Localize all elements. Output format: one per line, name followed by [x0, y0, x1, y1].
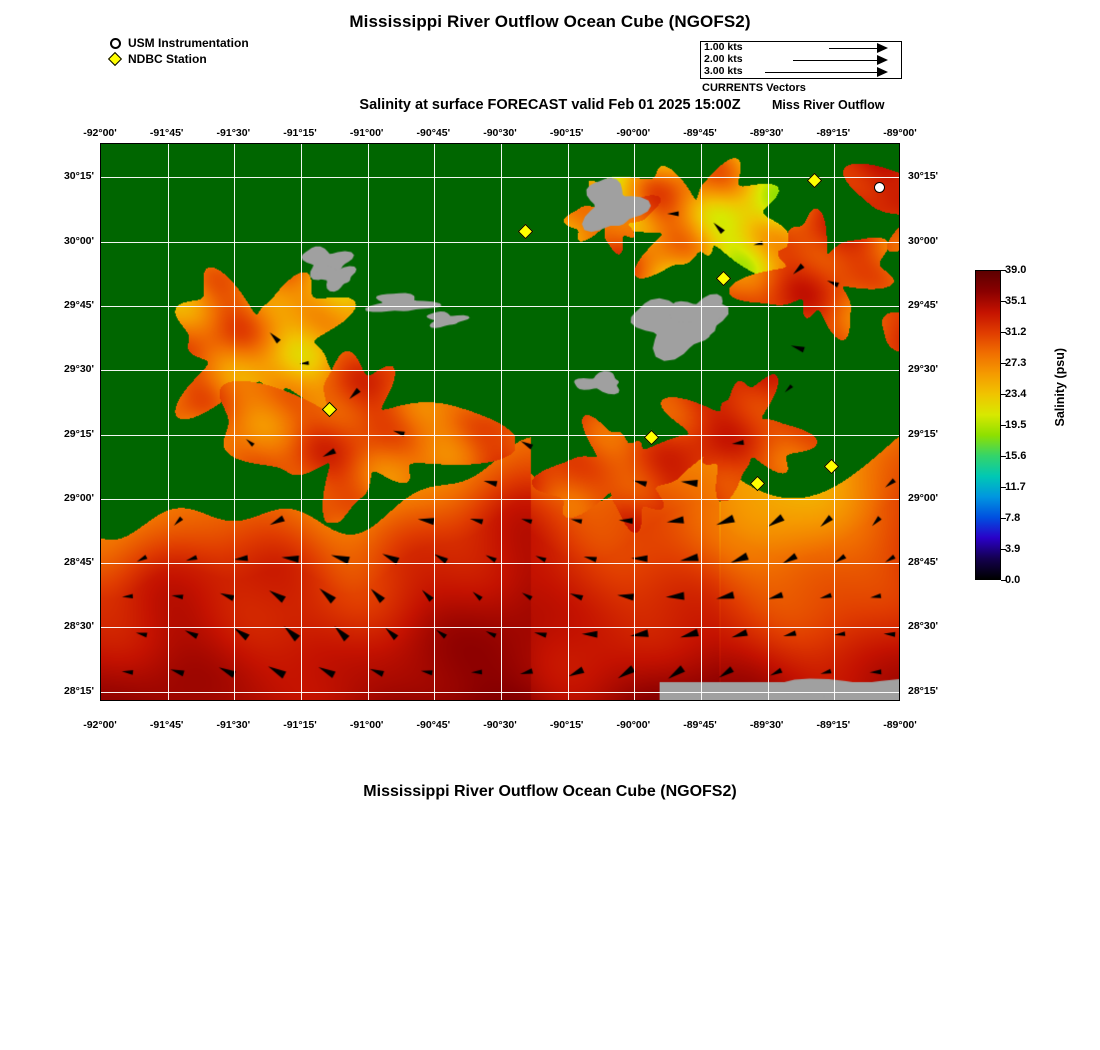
y-axis-tick-label-right: 28°15' [908, 684, 939, 697]
graticule-parallel [101, 370, 899, 371]
legend-item-ndbc [108, 52, 249, 66]
x-axis-tick-label: -89°00' [883, 719, 917, 731]
x-axis-tick-label: -91°30' [216, 719, 251, 731]
y-axis-tick-label-right: 30°15' [908, 170, 939, 183]
map-panel[interactable] [100, 143, 900, 701]
graticule-parallel [101, 306, 899, 307]
graticule-meridian [501, 144, 502, 700]
bottom-title: Mississippi River Outflow Ocean Cube (NGOFS2) [363, 783, 737, 800]
x-axis-tick-label: -91°00' [349, 719, 384, 731]
vector-scale-label-1: 1.00 kts [704, 41, 743, 53]
y-axis-tick-label-right: 29°15' [908, 427, 939, 440]
map-subtitle: Salinity at surface FORECAST valid Feb 01 2025 15:00Z [359, 97, 741, 113]
vector-scale-label-3: 3.00 kts [704, 65, 743, 77]
graticule-meridian [434, 144, 435, 700]
x-axis-tick-label: -90°45' [416, 719, 451, 731]
salinity-field-canvas [101, 144, 899, 700]
x-axis-tick-label: -92°00' [83, 127, 117, 139]
diamond-marker-icon [108, 54, 122, 64]
colorbar-title: Salinity (psu) [1053, 348, 1067, 427]
x-axis-tick-label: -89°45' [683, 719, 717, 731]
x-axis-tick-label: -90°00' [616, 719, 651, 731]
legend-label-ndbc: NDBC Station [128, 52, 207, 66]
x-axis-tick-label: -90°30' [483, 127, 517, 139]
colorbar-tick-label: 19.5 [1005, 419, 1027, 431]
y-axis-tick-label-left: 29°15' [63, 427, 94, 440]
graticule-meridian [768, 144, 769, 700]
colorbar-tick-label: 7.8 [1005, 512, 1021, 524]
x-axis-tick-label: -89°30' [749, 719, 784, 731]
graticule-parallel [101, 627, 899, 628]
y-axis-tick-label-left: 30°00' [63, 234, 94, 247]
x-axis-tick-label: -90°15' [549, 719, 584, 731]
x-axis-tick-label: -89°15' [816, 719, 851, 731]
y-axis-tick-label-left: 28°15' [63, 684, 94, 697]
colorbar-tick-label: 11.7 [1005, 481, 1026, 493]
colorbar-tick-label: 0.0 [1005, 574, 1021, 586]
x-axis-tick-label: -91°45' [149, 127, 184, 139]
colorbar-tick-label: 3.9 [1005, 543, 1021, 555]
vector-panel-title: Miss River Outflow [772, 98, 885, 112]
legend-item-usm [108, 36, 249, 50]
graticule-parallel [101, 499, 899, 500]
marker-legend [108, 36, 249, 68]
graticule-meridian [568, 144, 569, 700]
vector-scale-row-3 [701, 66, 901, 78]
graticule-meridian [368, 144, 369, 700]
colorbar-tick-label: 23.4 [1005, 388, 1027, 400]
x-axis-tick-label: -89°45' [683, 127, 717, 139]
legend-label-usm: USM Instrumentation [128, 36, 249, 50]
y-axis-tick-label-left: 29°30' [63, 363, 94, 376]
y-axis-tick-label-right: 29°00' [908, 491, 939, 504]
x-axis-tick-label: -90°45' [416, 127, 451, 139]
x-axis-tick-label: -90°30' [483, 719, 517, 731]
colorbar-tick-label: 15.6 [1005, 450, 1027, 462]
x-axis-tick-label: -90°00' [616, 127, 651, 139]
y-axis-tick-label-left: 28°45' [63, 556, 94, 569]
graticule-meridian [301, 144, 302, 700]
y-axis-tick-label-left: 29°45' [63, 299, 94, 311]
graticule-meridian [701, 144, 702, 700]
y-axis-tick-label-left: 28°30' [63, 620, 94, 633]
current-vector-scale [700, 41, 902, 79]
colorbar-tick-label: 39.0 [1005, 264, 1027, 276]
y-axis-tick-label-right: 28°30' [908, 620, 939, 633]
graticule-parallel [101, 177, 899, 178]
x-axis-tick-label: -91°30' [216, 127, 251, 139]
graticule-parallel [101, 563, 899, 564]
x-axis-tick-label: -91°45' [149, 719, 184, 731]
salinity-colorbar [975, 270, 1001, 580]
x-axis-tick-label: -92°00' [83, 719, 117, 731]
graticule-meridian [168, 144, 169, 700]
y-axis-tick-label-right: 28°45' [908, 556, 939, 569]
colorbar-tick-label: 27.3 [1005, 357, 1027, 369]
graticule-parallel [101, 242, 899, 243]
graticule-meridian [234, 144, 235, 700]
colorbar-tick-label: 31.2 [1005, 326, 1027, 338]
x-axis-tick-label: -89°30' [749, 127, 784, 139]
graticule-meridian [634, 144, 635, 700]
x-axis-tick-label: -89°00' [883, 127, 917, 139]
colorbar-tick-label: 35.1 [1005, 295, 1027, 307]
x-axis-tick-label: -90°15' [549, 127, 584, 139]
y-axis-tick-label-left: 30°15' [63, 170, 94, 183]
y-axis-tick-label-right: 29°30' [908, 363, 939, 376]
graticule-meridian [834, 144, 835, 700]
page-title: Mississippi River Outflow Ocean Cube (NGOFS2) [349, 12, 751, 31]
graticule-parallel [101, 435, 899, 436]
vector-scale-caption: CURRENTS Vectors [702, 82, 806, 94]
x-axis-tick-label: -89°15' [816, 127, 851, 139]
vector-scale-label-2: 2.00 kts [704, 53, 743, 65]
y-axis-tick-label-left: 29°00' [63, 491, 94, 504]
circle-marker-icon [108, 38, 122, 49]
x-axis-tick-label: -91°15' [283, 127, 317, 139]
graticule-parallel [101, 692, 899, 693]
x-axis-tick-label: -91°15' [283, 719, 317, 731]
y-axis-tick-label-right: 29°45' [908, 299, 939, 311]
x-axis-tick-label: -91°00' [349, 127, 384, 139]
y-axis-tick-label-right: 30°00' [908, 234, 939, 247]
